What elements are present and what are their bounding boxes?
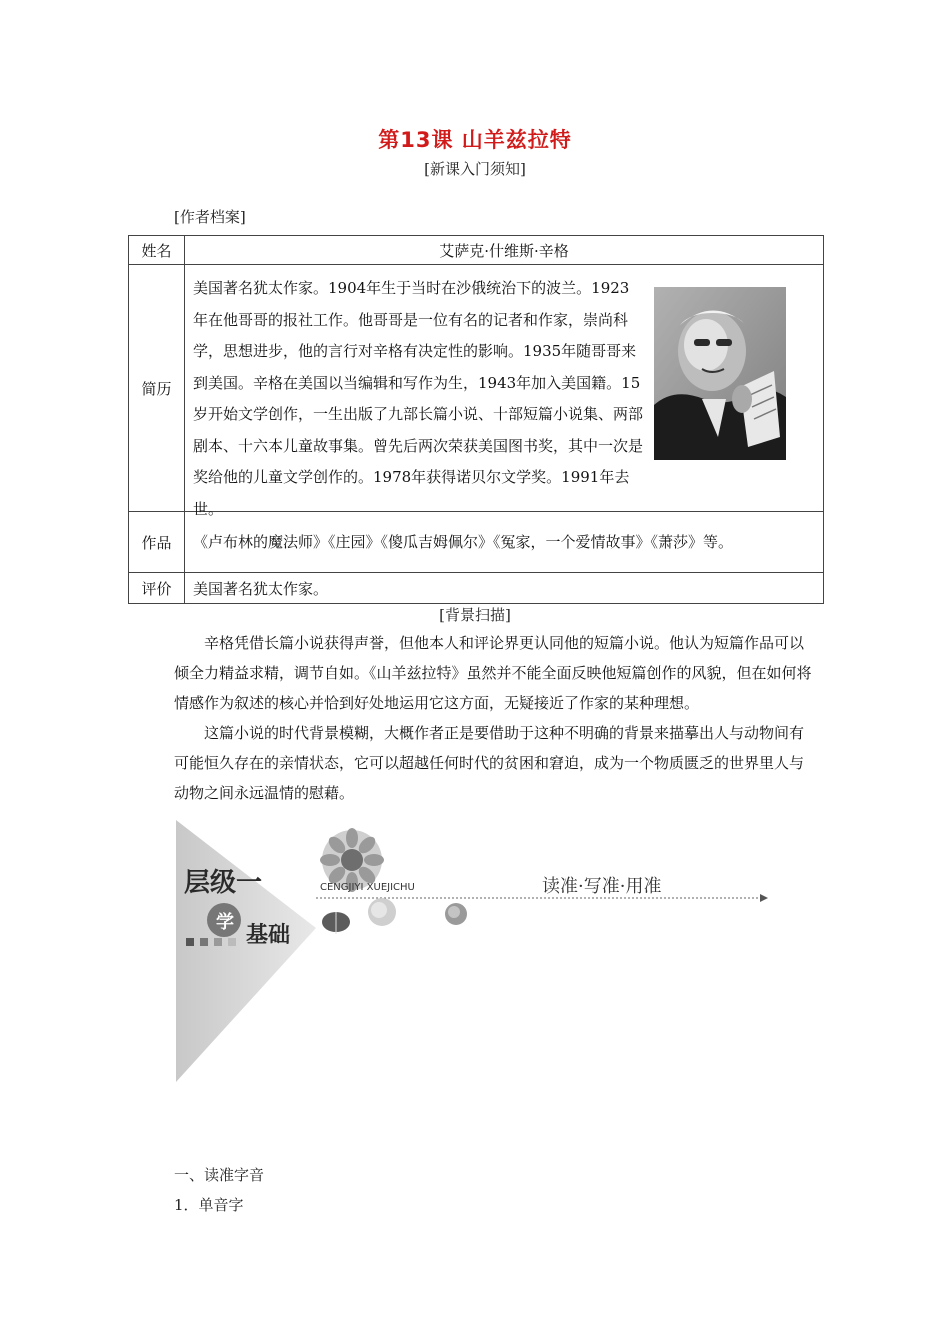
arrow-head-icon	[760, 894, 768, 902]
table-row	[129, 236, 824, 265]
level-title: 层级一	[184, 868, 263, 898]
table-row	[129, 573, 824, 604]
background-paragraph-2: 这篇小说的时代背景模糊，大概作者正是要借助于这种不明确的背景来描摹出人与动物间有可能恒久存在的亲情状态，它可以超越任何时代的贫困和窘迫，成为一个物质匮乏的世界里人与动物之间永远温情的慰藉。	[174, 724, 805, 802]
foundation-title: 基础	[246, 923, 291, 948]
table-row	[129, 265, 824, 512]
author-portrait-photo	[654, 287, 786, 460]
author-section-label: [作者档案]	[174, 208, 246, 226]
rose-icon	[368, 898, 396, 926]
author-profile-table	[128, 235, 824, 604]
leaf-icon	[322, 912, 350, 934]
bio-value: 美国著名犹太作家。1904年生于当时在沙俄统治下的波兰。1923年在他哥哥的报社工作。他哥哥是一位有名的记者和作家，崇尚科学，思想进步，他的言行对辛格有决定性的影响。1935年随哥哥来到美国。辛格在美国以当编辑和写作为生，1943年加入美国籍。15岁开始文学创作，一生出版了九部长篇小说、十部短篇小说集、两部剧本、十六本儿童故事集。曾先后两次荣获美国图书奖，其中一次是奖给他的儿童文学创作的。1978年获得诺贝尔文学奖。1991年去世。	[193, 279, 644, 518]
eval-value: 美国著名犹太作家。	[185, 573, 824, 604]
level-banner	[176, 820, 776, 1082]
eval-key: 评价	[129, 573, 185, 604]
square-dot	[200, 938, 208, 946]
background-text	[174, 628, 814, 808]
square-dot	[228, 938, 236, 946]
section-heading: 一、读准字音	[174, 1166, 265, 1184]
background-paragraph-1: 辛格凭借长篇小说获得声誉，但他本人和评论界更认同他的短篇小说。他认为短篇作品可以倾全力精益求精，调节自如。《山羊兹拉特》虽然并不能全面反映他短篇创作的风貌，但在如何将情感作为叙述的核心并恰到好处地运用它这方面，无疑接近了作家的某种理想。	[174, 634, 812, 712]
name-value: 艾萨克·什维斯·辛格	[185, 236, 824, 265]
banner-pinyin: CENGJIYI XUEJICHU	[320, 882, 415, 893]
works-key: 作品	[129, 512, 185, 573]
subtitle: [新课入门须知]	[424, 160, 526, 178]
background-section-label: [背景扫描]	[439, 606, 511, 624]
square-dot	[214, 938, 222, 946]
lesson-title: 第13课 山羊兹拉特	[378, 128, 572, 152]
xue-char: 学	[216, 912, 234, 933]
banner-triangle	[176, 820, 316, 1082]
banner-graphic	[176, 820, 776, 1082]
bio-key: 简历	[129, 265, 185, 512]
square-dot	[186, 938, 194, 946]
banner-slogan: 读准·写准·用准	[542, 876, 662, 897]
works-value: 《卢布林的魔法师》《庄园》《傻瓜吉姆佩尔》《冤家，一个爱情故事》《萧莎》等。	[185, 512, 824, 573]
bio-cell	[185, 265, 824, 518]
name-key: 姓名	[129, 236, 185, 265]
small-flower-icon	[445, 903, 467, 925]
list-item: 1．单音字	[174, 1196, 244, 1214]
